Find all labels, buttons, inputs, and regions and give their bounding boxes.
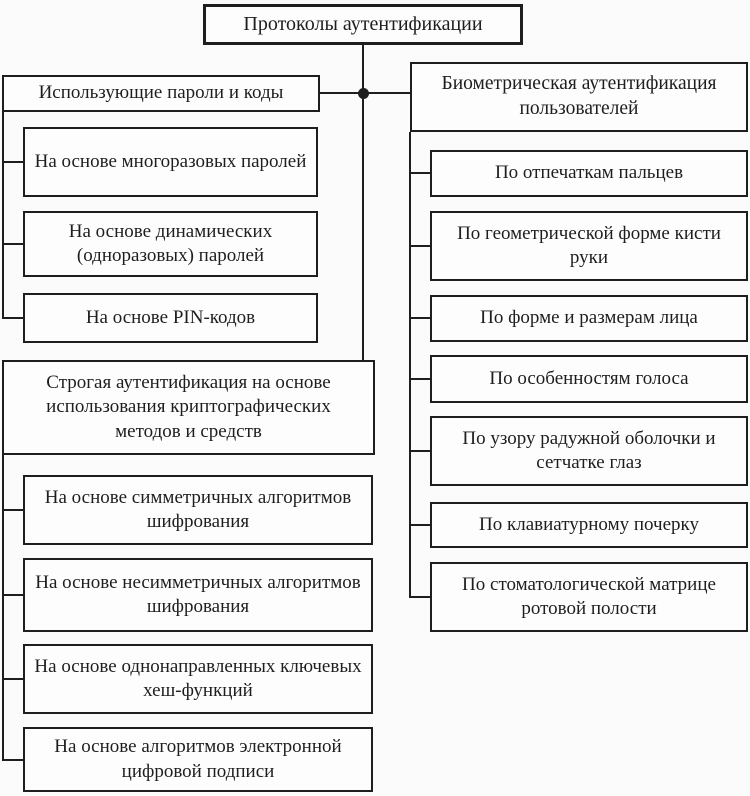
node-group2-header: Строгая аутентификация на основе использования криптографических методов и средств xyxy=(2,360,375,455)
node-group2-item-1: На основе несимметричных алгоритмов шифрования xyxy=(23,558,373,632)
node-group3-item-1: По геометрической форме кисти руки xyxy=(430,211,748,281)
connector-group3-stub-6 xyxy=(409,596,430,598)
connector-group3-stub-0 xyxy=(409,172,430,174)
connector-group3-stub-2 xyxy=(409,317,430,319)
connector-group3-stub-1 xyxy=(409,245,430,247)
connector-to-group3 xyxy=(363,92,410,94)
connector-group2-spine xyxy=(2,455,4,761)
connector-to-group1 xyxy=(320,92,363,94)
node-group2-item-0: На основе симметричных алгоритмов шифрования xyxy=(23,475,373,545)
connector-group2-stub-3 xyxy=(2,759,23,761)
connector-group2-stub-0 xyxy=(2,509,23,511)
connector-group3-stub-4 xyxy=(409,450,430,452)
connector-group1-stub-0 xyxy=(2,161,23,163)
connector-group3-stub-5 xyxy=(409,524,430,526)
node-group1-item-2: На основе PIN-кодов xyxy=(23,293,318,343)
node-group1-header: Использующие пароли и коды xyxy=(2,75,320,112)
node-group1-item-0: На основе многоразовых паролей xyxy=(23,127,318,197)
connector-group1-stub-1 xyxy=(2,243,23,245)
connector-group1-spine xyxy=(2,112,4,319)
node-group3-header: Биометрическая аутентификация пользователей xyxy=(410,62,748,132)
node-group1-item-1: На основе динамических (одноразовых) паролей xyxy=(23,211,318,277)
node-group3-item-3: По особенностям голоса xyxy=(430,355,748,403)
node-group2-item-3: На основе алгоритмов электронной цифровой подписи xyxy=(23,727,373,792)
node-group3-item-4: По узору радужной оболочки и сетчатке глаз xyxy=(430,416,748,486)
connector-group2-stub-2 xyxy=(2,678,23,680)
node-group3-item-2: По форме и размерам лица xyxy=(430,295,748,342)
connector-group3-stub-3 xyxy=(409,378,430,380)
connector-group2-stub-1 xyxy=(2,594,23,596)
node-group3-item-0: По отпечаткам пальцев xyxy=(430,150,748,197)
node-group3-item-5: По клавиатурному почерку xyxy=(430,502,748,548)
connector-group1-stub-2 xyxy=(2,317,23,319)
node-group3-item-6: По стоматологической матрице ротовой полости xyxy=(430,562,748,632)
node-group2-item-2: На основе однонаправленных ключевых хеш-функций xyxy=(23,644,373,714)
connector-group3-spine xyxy=(409,132,411,598)
junction-dot xyxy=(358,88,369,99)
node-root: Протоколы аутентификации xyxy=(203,4,523,45)
